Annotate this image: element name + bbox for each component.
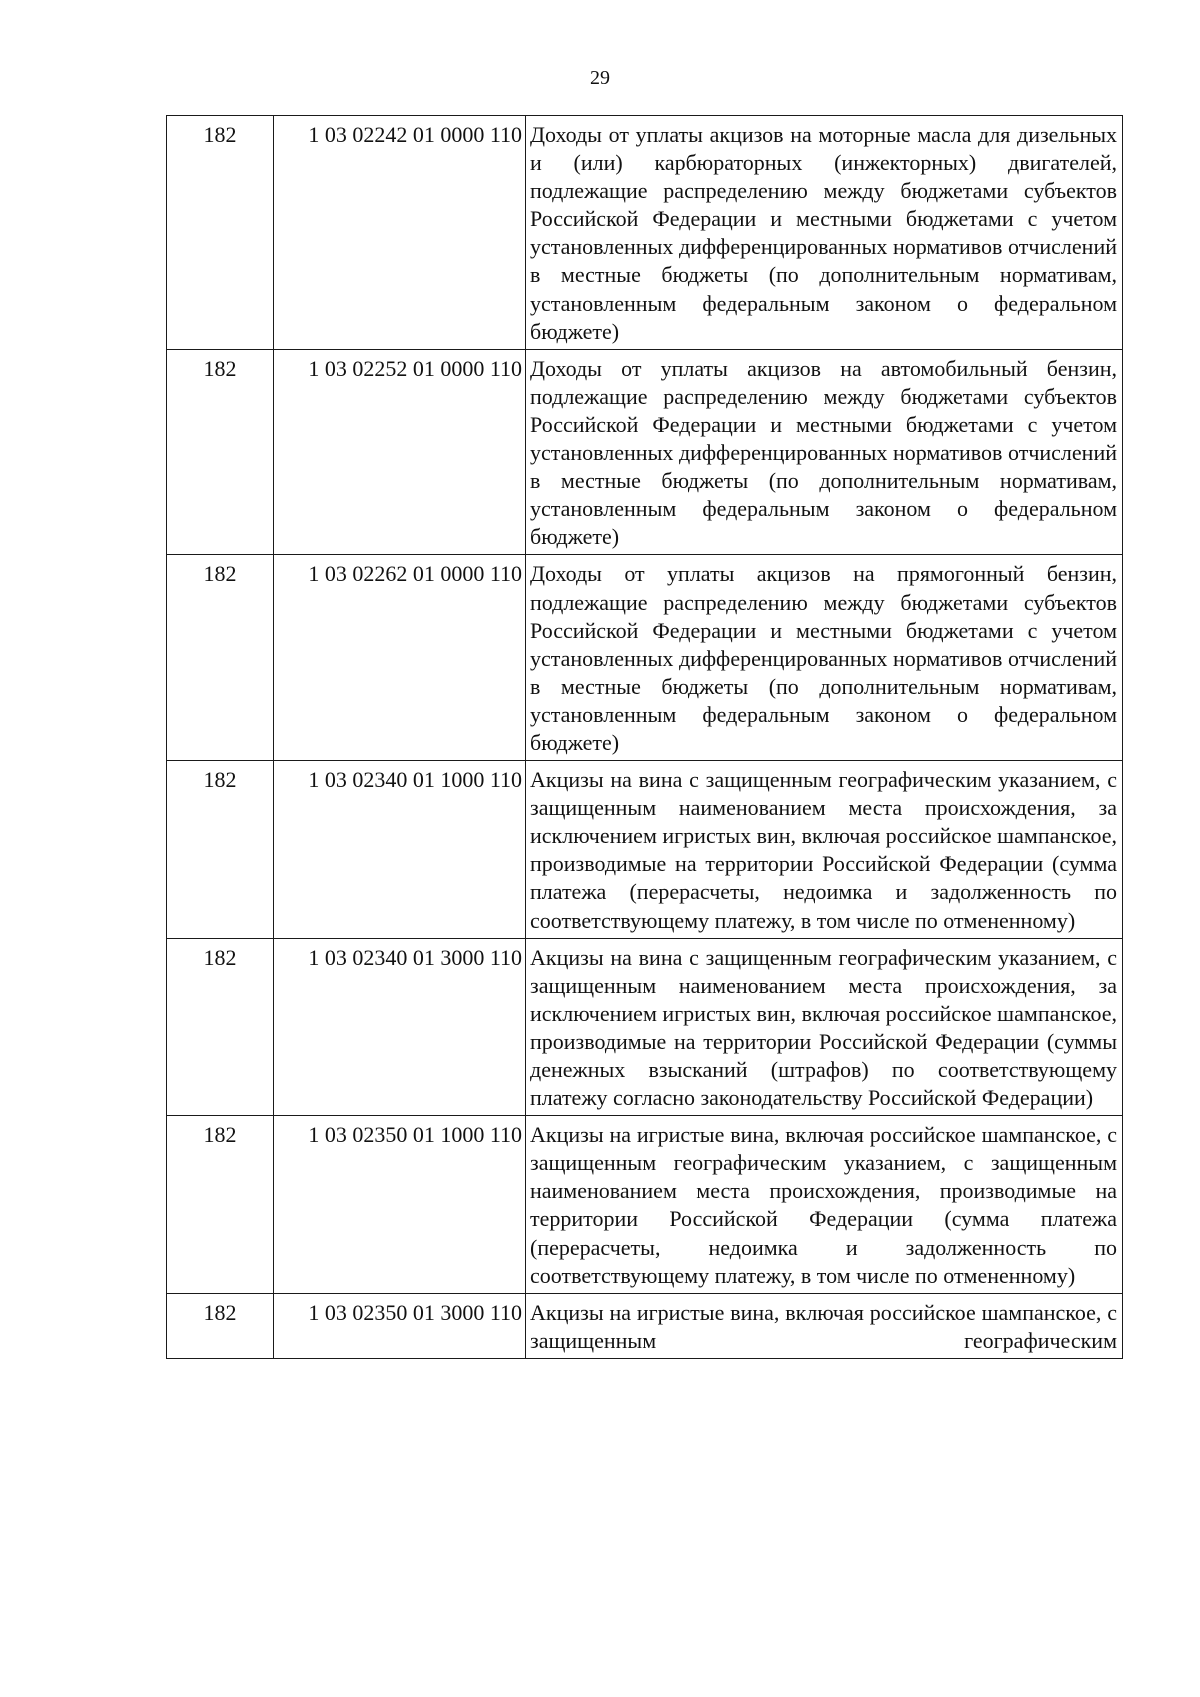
table-row — [167, 761, 1123, 939]
revenue-description-cell: Доходы от уплаты акцизов на автомобильный бензин, подлежащие распределению между бюджетами субъектов Российской Федерации и местными бюджетами с учетом установленных дифференцированных нормативов отчислений в местные бюджеты (по дополнительным нормативам, установленным федеральным законом о федеральном бюджете) — [526, 349, 1123, 555]
revenue-description-cell: Акцизы на игристые вина, включая российское шампанское, с защищенным географическим указанием, с защищенным наименованием места происхождения, производимые на территории Российской Федерации (сумма платежа (перерасчеты, недоимка и задолженность по соответствующему платежу, в том числе по отмененному) — [526, 1116, 1123, 1294]
admin-code-cell: 182 — [167, 116, 274, 350]
budget-classification-code-cell: 1 03 02252 01 0000 110 — [274, 349, 526, 555]
revenue-description-cell: Доходы от уплаты акцизов на прямогонный бензин, подлежащие распределению между бюджетами субъектов Российской Федерации и местными бюджетами с учетом установленных дифференцированных нормативов отчислений в местные бюджеты (по дополнительным нормативам, установленным федеральным законом о федеральном бюджете) — [526, 555, 1123, 761]
admin-code-cell: 182 — [167, 1116, 274, 1294]
page-number: 29 — [590, 67, 610, 89]
table-row — [167, 1293, 1123, 1358]
admin-code-cell: 182 — [167, 555, 274, 761]
revenue-codes-table — [166, 115, 1123, 1359]
budget-classification-code-cell: 1 03 02340 01 3000 110 — [274, 938, 526, 1116]
admin-code-cell: 182 — [167, 938, 274, 1116]
table-row — [167, 116, 1123, 350]
admin-code-cell: 182 — [167, 1293, 274, 1358]
revenue-description-cell: Акцизы на вина с защищенным географическим указанием, с защищенным наименованием места происхождения, за исключением игристых вин, включая российское шампанское, производимые на территории Российской Федерации (суммы денежных взысканий (штрафов) по соответствующему платежу согласно законодательству Российской Федерации) — [526, 938, 1123, 1116]
revenue-description-cell: Акцизы на игристые вина, включая российское шампанское, с защищенным географическим — [526, 1293, 1123, 1358]
admin-code-cell: 182 — [167, 761, 274, 939]
admin-code-cell: 182 — [167, 349, 274, 555]
table-row — [167, 1116, 1123, 1294]
budget-classification-code-cell: 1 03 02340 01 1000 110 — [274, 761, 526, 939]
table-row — [167, 349, 1123, 555]
revenue-description-cell: Доходы от уплаты акцизов на моторные масла для дизельных и (или) карбюраторных (инжекторных) двигателей, подлежащие распределению между бюджетами субъектов Российской Федерации и местными бюджетами с учетом установленных дифференцированных нормативов отчислений в местные бюджеты (по дополнительным нормативам, установленным федеральным законом о федеральном бюджете) — [526, 116, 1123, 350]
budget-classification-code-cell: 1 03 02262 01 0000 110 — [274, 555, 526, 761]
revenue-description-cell: Акцизы на вина с защищенным географическим указанием, с защищенным наименованием места происхождения, за исключением игристых вин, включая российское шампанское, производимые на территории Российской Федерации (сумма платежа (перерасчеты, недоимка и задолженность по соответствующему платежу, в том числе по отмененному) — [526, 761, 1123, 939]
budget-classification-code-cell: 1 03 02350 01 3000 110 — [274, 1293, 526, 1358]
budget-classification-code-cell: 1 03 02242 01 0000 110 — [274, 116, 526, 350]
table-row — [167, 555, 1123, 761]
table-row — [167, 938, 1123, 1116]
budget-classification-code-cell: 1 03 02350 01 1000 110 — [274, 1116, 526, 1294]
